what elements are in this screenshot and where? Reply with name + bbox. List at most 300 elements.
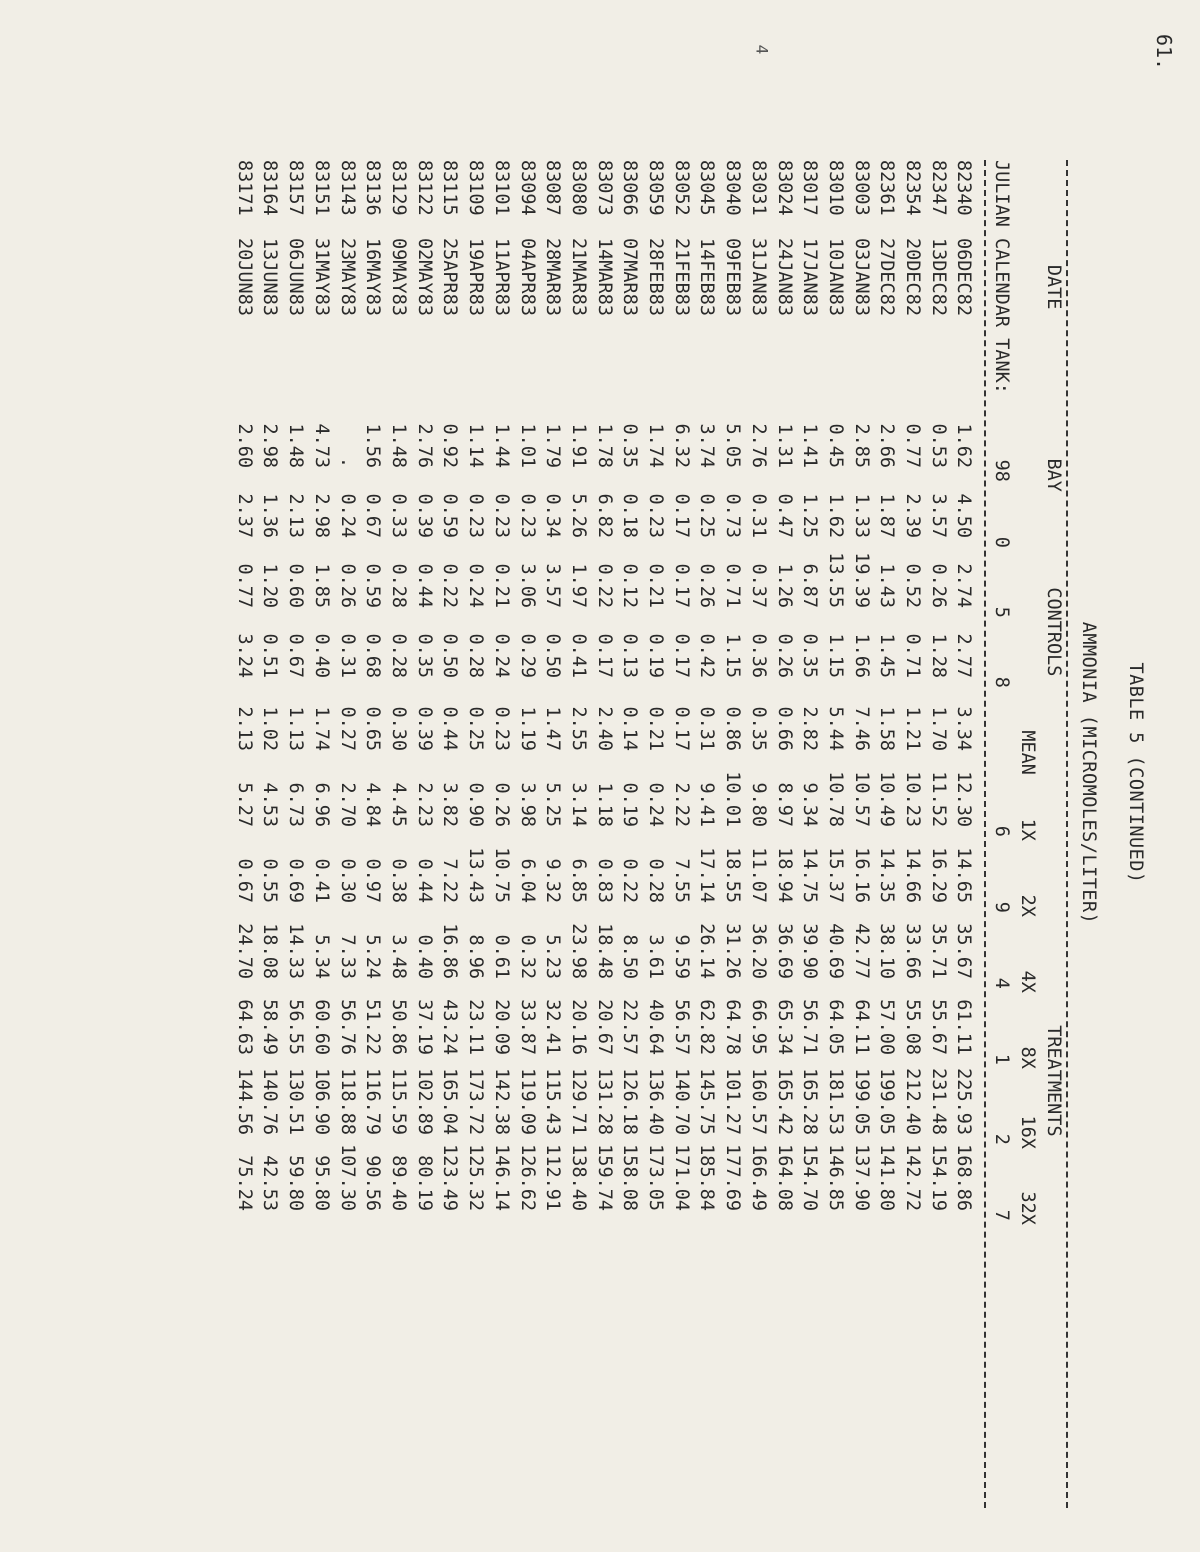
- cell-control-5: 0.12: [619, 563, 641, 608]
- table-row: [334, 160, 360, 1211]
- cell-8x: 56.71: [799, 999, 821, 1055]
- cell-mean: 1.13: [285, 706, 307, 751]
- table-row: [745, 160, 771, 1211]
- cell-32x: 126.62: [516, 1144, 538, 1211]
- table-row: [771, 160, 797, 1211]
- cell-4x: 18.48: [593, 923, 615, 979]
- header-2x: 2X: [1016, 894, 1038, 917]
- cell-mean: 1.58: [876, 706, 898, 751]
- cell-bay: 1.56: [362, 423, 384, 468]
- cell-date: 06JUN83: [285, 238, 307, 316]
- cell-1x: 5.25: [542, 782, 564, 827]
- cell-8x: 20.09: [490, 999, 512, 1055]
- cell-16x: 140.70: [670, 1068, 692, 1135]
- cell-control-0: 0.17: [670, 493, 692, 538]
- cell-date: 07MAR83: [619, 238, 641, 316]
- cell-control-0: 0.25: [696, 493, 718, 538]
- table-row: [874, 160, 900, 1211]
- table-row: [257, 160, 283, 1211]
- cell-4x: 5.34: [310, 934, 332, 979]
- table-row: [899, 160, 925, 1211]
- cell-8x: 66.95: [747, 999, 769, 1055]
- table-row: [385, 160, 411, 1211]
- cell-mean: 1.21: [902, 706, 924, 751]
- cell-julian: 83052: [670, 160, 692, 216]
- cell-control-5: 19.39: [850, 552, 872, 608]
- cell-2x: 16.29: [927, 847, 949, 903]
- cell-julian: 83066: [619, 160, 641, 216]
- cell-32x: 89.40: [388, 1155, 410, 1211]
- cell-control-8: 0.68: [362, 633, 384, 678]
- cell-32x: 125.32: [465, 1144, 487, 1211]
- cell-16x: 101.27: [722, 1068, 744, 1135]
- cell-32x: 137.90: [850, 1144, 872, 1211]
- cell-mean: 1.19: [516, 706, 538, 751]
- cell-mean: 0.44: [439, 706, 461, 751]
- cell-8x: 33.87: [516, 999, 538, 1055]
- cell-32x: 177.69: [722, 1144, 744, 1211]
- cell-control-0: 2.37: [233, 493, 255, 538]
- table-row: [694, 160, 720, 1211]
- cell-date: 28MAR83: [542, 238, 564, 316]
- cell-1x: 9.41: [696, 782, 718, 827]
- cell-mean: 0.23: [490, 706, 512, 751]
- cell-bay: 0.53: [927, 423, 949, 468]
- cell-control-0: 0.33: [388, 493, 410, 538]
- cell-control-8: 0.17: [670, 633, 692, 678]
- cell-control-8: 0.35: [413, 633, 435, 678]
- cell-1x: 4.45: [388, 782, 410, 827]
- cell-date: 25APR83: [439, 238, 461, 316]
- cell-4x: 3.48: [388, 934, 410, 979]
- cell-32x: 42.53: [259, 1155, 281, 1211]
- cell-date: 17JAN83: [799, 238, 821, 316]
- cell-control-8: 0.35: [799, 633, 821, 678]
- cell-32x: 146.85: [824, 1144, 846, 1211]
- tank-16x: 2: [991, 1133, 1013, 1145]
- cell-date: 09FEB83: [722, 238, 744, 316]
- cell-16x: 130.51: [285, 1068, 307, 1135]
- cell-4x: 33.66: [902, 923, 924, 979]
- cell-bay: 2.85: [850, 423, 872, 468]
- cell-32x: 154.70: [799, 1144, 821, 1211]
- table-row: [462, 160, 488, 1211]
- cell-2x: 0.28: [645, 858, 667, 903]
- cell-control-8: 2.77: [953, 633, 975, 678]
- cell-control-0: 0.47: [773, 493, 795, 538]
- cell-julian: 83017: [799, 160, 821, 216]
- cell-4x: 18.08: [259, 923, 281, 979]
- cell-control-8: 0.50: [542, 633, 564, 678]
- cell-bay: 4.73: [310, 423, 332, 468]
- cell-16x: 142.38: [490, 1068, 512, 1135]
- cell-mean: 0.17: [670, 706, 692, 751]
- cell-control-8: 1.66: [850, 633, 872, 678]
- cell-8x: 20.16: [567, 999, 589, 1055]
- cell-control-5: 1.85: [310, 563, 332, 608]
- cell-2x: 16.16: [850, 847, 872, 903]
- cell-32x: 112.91: [542, 1144, 564, 1211]
- cell-32x: 141.80: [876, 1144, 898, 1211]
- cell-bay: 1.62: [953, 423, 975, 468]
- cell-32x: 146.14: [490, 1144, 512, 1211]
- header-1x: 1X: [1016, 818, 1038, 841]
- cell-date: 21MAR83: [567, 238, 589, 316]
- cell-control-8: 0.26: [773, 633, 795, 678]
- table-subtitle: AMMONIA (MICROMOLES/LITER): [1078, 621, 1100, 925]
- cell-4x: 31.26: [722, 923, 744, 979]
- cell-control-8: 1.28: [927, 633, 949, 678]
- cell-8x: 64.05: [824, 999, 846, 1055]
- cell-control-0: 0.23: [645, 493, 667, 538]
- cell-control-0: 0.34: [542, 493, 564, 538]
- cell-16x: 106.90: [310, 1068, 332, 1135]
- cell-16x: 126.18: [619, 1068, 641, 1135]
- cell-2x: 7.55: [670, 858, 692, 903]
- cell-bay: 1.31: [773, 423, 795, 468]
- top-rule: [1066, 160, 1068, 1508]
- cell-julian: 83151: [310, 160, 332, 216]
- cell-16x: 199.05: [876, 1068, 898, 1135]
- cell-control-5: 0.22: [439, 563, 461, 608]
- cell-8x: 55.08: [902, 999, 924, 1055]
- cell-control-5: 0.21: [490, 563, 512, 608]
- header-row-3: [988, 160, 1014, 1235]
- cell-4x: 0.32: [516, 934, 538, 979]
- cell-julian: 82361: [876, 160, 898, 216]
- header-row-1: [1040, 160, 1066, 1235]
- cell-16x: 129.71: [567, 1068, 589, 1135]
- cell-control-5: 13.55: [824, 552, 846, 608]
- cell-4x: 16.86: [439, 923, 461, 979]
- cell-control-5: 3.06: [516, 563, 538, 608]
- cell-2x: 6.85: [567, 858, 589, 903]
- cell-control-8: 3.24: [233, 633, 255, 678]
- cell-2x: 0.41: [310, 858, 332, 903]
- cell-bay: 0.45: [824, 423, 846, 468]
- cell-32x: 166.49: [747, 1144, 769, 1211]
- cell-control-0: 1.62: [824, 493, 846, 538]
- table-title: TABLE 5 (CONTINUED): [1125, 662, 1146, 884]
- cell-1x: 10.23: [902, 771, 924, 827]
- table-row: [411, 160, 437, 1211]
- cell-2x: 18.55: [722, 847, 744, 903]
- cell-8x: 20.67: [593, 999, 615, 1055]
- cell-4x: 24.70: [233, 923, 255, 979]
- table-row: [797, 160, 823, 1211]
- cell-16x: 115.59: [388, 1068, 410, 1135]
- header-8x: 8X: [1016, 1046, 1038, 1069]
- table-row: [951, 160, 977, 1211]
- cell-32x: 59.80: [285, 1155, 307, 1211]
- cell-date: 31JAN83: [747, 238, 769, 316]
- cell-control-8: 0.19: [645, 633, 667, 678]
- cell-1x: 2.70: [336, 782, 358, 827]
- tank-4x: 4: [991, 977, 1013, 989]
- cell-8x: 37.19: [413, 999, 435, 1055]
- tank-bay: 98: [991, 459, 1013, 482]
- cell-control-5: 0.44: [413, 563, 435, 608]
- cell-bay: 1.91: [567, 423, 589, 468]
- cell-32x: 123.49: [439, 1144, 461, 1211]
- cell-1x: 2.23: [413, 782, 435, 827]
- cell-8x: 22.57: [619, 999, 641, 1055]
- cell-2x: 0.83: [593, 858, 615, 903]
- cell-date: 03JAN83: [850, 238, 872, 316]
- cell-julian: 82347: [927, 160, 949, 216]
- cell-1x: 4.84: [362, 782, 384, 827]
- cell-control-0: 0.31: [747, 493, 769, 538]
- cell-8x: 43.24: [439, 999, 461, 1055]
- header-treatments: TREATMENTS: [1042, 1025, 1064, 1137]
- cell-bay: 2.66: [876, 423, 898, 468]
- cell-date: 06DEC82: [953, 238, 975, 316]
- header-julian-calendar-tank: JULIAN CALENDAR TANK:: [991, 160, 1013, 394]
- cell-mean: 7.46: [850, 706, 872, 751]
- cell-1x: 3.98: [516, 782, 538, 827]
- cell-1x: 3.14: [567, 782, 589, 827]
- cell-control-0: 0.59: [439, 493, 461, 538]
- cell-julian: 83031: [747, 160, 769, 216]
- cell-1x: 10.57: [850, 771, 872, 827]
- cell-control-0: 3.57: [927, 493, 949, 538]
- table-row: [617, 160, 643, 1211]
- header-bay: BAY: [1042, 458, 1064, 492]
- cell-8x: 57.00: [876, 999, 898, 1055]
- cell-2x: 0.30: [336, 858, 358, 903]
- cell-control-8: 0.13: [619, 633, 641, 678]
- cell-4x: 36.20: [747, 923, 769, 979]
- ammonia-table: [988, 160, 1065, 1235]
- cell-16x: 144.56: [233, 1068, 255, 1135]
- cell-4x: 35.71: [927, 923, 949, 979]
- cell-mean: 0.25: [465, 706, 487, 751]
- cell-control-0: 0.23: [490, 493, 512, 538]
- header-row-2: [1014, 160, 1040, 1235]
- cell-1x: 12.30: [953, 771, 975, 827]
- cell-4x: 3.61: [645, 934, 667, 979]
- cell-control-0: 5.26: [567, 493, 589, 538]
- cell-2x: 14.65: [953, 847, 975, 903]
- cell-control-5: 0.59: [362, 563, 384, 608]
- cell-control-8: 0.36: [747, 633, 769, 678]
- cell-julian: 83115: [439, 160, 461, 216]
- table-row: [719, 160, 745, 1211]
- cell-4x: 35.67: [953, 923, 975, 979]
- cell-julian: 83003: [850, 160, 872, 216]
- cell-8x: 56.76: [336, 999, 358, 1055]
- cell-4x: 36.69: [773, 923, 795, 979]
- cell-control-8: 0.28: [465, 633, 487, 678]
- table-row: [514, 160, 540, 1211]
- cell-control-8: 0.29: [516, 633, 538, 678]
- cell-mean: 1.02: [259, 706, 281, 751]
- cell-4x: 0.61: [490, 934, 512, 979]
- cell-4x: 38.10: [876, 923, 898, 979]
- cell-control-0: 1.87: [876, 493, 898, 538]
- cell-date: 20JUN83: [233, 238, 255, 316]
- cell-date: 14FEB83: [696, 238, 718, 316]
- cell-date: 27DEC82: [876, 238, 898, 316]
- cell-1x: 0.90: [465, 782, 487, 827]
- cell-2x: 11.07: [747, 847, 769, 903]
- cell-control-8: 0.40: [310, 633, 332, 678]
- cell-16x: 160.57: [747, 1068, 769, 1135]
- cell-control-5: 0.60: [285, 563, 307, 608]
- cell-control-5: 0.77: [233, 563, 255, 608]
- cell-4x: 39.90: [799, 923, 821, 979]
- cell-control-5: 0.26: [927, 563, 949, 608]
- cell-julian: 83136: [362, 160, 384, 216]
- tank-8x: 1: [991, 1053, 1013, 1065]
- cell-control-5: 6.87: [799, 563, 821, 608]
- cell-date: 28FEB83: [645, 238, 667, 316]
- cell-8x: 64.63: [233, 999, 255, 1055]
- cell-bay: .: [336, 456, 358, 468]
- cell-1x: 9.80: [747, 782, 769, 827]
- cell-32x: 142.72: [902, 1144, 924, 1211]
- cell-control-8: 0.41: [567, 633, 589, 678]
- cell-control-8: 1.15: [722, 633, 744, 678]
- cell-control-0: 0.67: [362, 493, 384, 538]
- cell-bay: 1.41: [799, 423, 821, 468]
- cell-mean: 1.74: [310, 706, 332, 751]
- cell-mean: 2.40: [593, 706, 615, 751]
- cell-control-5: 0.21: [645, 563, 667, 608]
- cell-bay: 1.14: [465, 423, 487, 468]
- cell-2x: 14.75: [799, 847, 821, 903]
- cell-mean: 5.44: [824, 706, 846, 751]
- cell-4x: 5.24: [362, 934, 384, 979]
- stray-mark: 4: [752, 44, 772, 55]
- cell-2x: 17.14: [696, 847, 718, 903]
- cell-julian: 83171: [233, 160, 255, 216]
- cell-2x: 0.69: [285, 858, 307, 903]
- cell-date: 09MAY83: [388, 238, 410, 316]
- cell-control-8: 0.31: [336, 633, 358, 678]
- cell-control-8: 0.24: [490, 633, 512, 678]
- header-date: DATE: [1042, 264, 1064, 310]
- cell-2x: 14.66: [902, 847, 924, 903]
- cell-8x: 62.82: [696, 999, 718, 1055]
- cell-control-0: 2.13: [285, 493, 307, 538]
- cell-date: 21FEB83: [670, 238, 692, 316]
- cell-1x: 3.82: [439, 782, 461, 827]
- cell-mean: 1.70: [927, 706, 949, 751]
- cell-date: 31MAY83: [310, 238, 332, 316]
- cell-16x: 173.72: [465, 1068, 487, 1135]
- cell-control-5: 1.97: [567, 563, 589, 608]
- cell-2x: 0.67: [233, 858, 255, 903]
- table-row: [925, 160, 951, 1211]
- cell-bay: 0.77: [902, 423, 924, 468]
- cell-8x: 65.34: [773, 999, 795, 1055]
- cell-mean: 0.39: [413, 706, 435, 751]
- cell-date: 24JAN83: [773, 238, 795, 316]
- cell-mean: 0.30: [388, 706, 410, 751]
- cell-julian: 82354: [902, 160, 924, 216]
- cell-1x: 6.73: [285, 782, 307, 827]
- cell-julian: 83059: [645, 160, 667, 216]
- cell-bay: 2.60: [233, 423, 255, 468]
- cell-32x: 185.84: [696, 1144, 718, 1211]
- cell-16x: 165.28: [799, 1068, 821, 1135]
- cell-mean: 0.21: [645, 706, 667, 751]
- cell-control-0: 0.18: [619, 493, 641, 538]
- cell-8x: 55.67: [927, 999, 949, 1055]
- cell-control-5: 0.52: [902, 563, 924, 608]
- cell-4x: 7.33: [336, 934, 358, 979]
- cell-control-0: 6.82: [593, 493, 615, 538]
- cell-bay: 1.79: [542, 423, 564, 468]
- cell-julian: 83109: [465, 160, 487, 216]
- tank-control-0: 0: [991, 536, 1013, 548]
- cell-16x: 136.40: [645, 1068, 667, 1135]
- cell-32x: 95.80: [310, 1155, 332, 1211]
- table-row: [283, 160, 309, 1211]
- cell-date: 13JUN83: [259, 238, 281, 316]
- table-row: [488, 160, 514, 1211]
- table-row: [437, 160, 463, 1211]
- cell-mean: 2.55: [567, 706, 589, 751]
- cell-4x: 9.59: [670, 934, 692, 979]
- header-rule: [984, 160, 986, 1508]
- cell-bay: 0.92: [439, 423, 461, 468]
- cell-control-5: 0.26: [336, 563, 358, 608]
- cell-julian: 83010: [824, 160, 846, 216]
- cell-2x: 0.38: [388, 858, 410, 903]
- table-row: [565, 160, 591, 1211]
- cell-16x: 115.43: [542, 1068, 564, 1135]
- cell-2x: 0.97: [362, 858, 384, 903]
- cell-16x: 231.48: [927, 1068, 949, 1135]
- cell-bay: 1.74: [645, 423, 667, 468]
- cell-4x: 40.69: [824, 923, 846, 979]
- cell-4x: 42.77: [850, 923, 872, 979]
- cell-control-5: 0.71: [722, 563, 744, 608]
- table-row: [848, 160, 874, 1211]
- cell-1x: 10.49: [876, 771, 898, 827]
- cell-julian: 83094: [516, 160, 538, 216]
- cell-mean: 0.27: [336, 706, 358, 751]
- cell-2x: 0.55: [259, 858, 281, 903]
- cell-16x: 212.40: [902, 1068, 924, 1135]
- cell-bay: 1.01: [516, 423, 538, 468]
- cell-2x: 0.22: [619, 858, 641, 903]
- cell-julian: 83045: [696, 160, 718, 216]
- cell-bay: 1.48: [388, 423, 410, 468]
- ammonia-data-table: [231, 160, 976, 1211]
- tank-2x: 9: [991, 901, 1013, 913]
- table-row: [308, 160, 334, 1211]
- cell-1x: 8.97: [773, 782, 795, 827]
- cell-8x: 56.55: [285, 999, 307, 1055]
- cell-control-5: 1.20: [259, 563, 281, 608]
- cell-16x: 199.05: [850, 1068, 872, 1135]
- cell-2x: 13.43: [465, 847, 487, 903]
- header-16x: 16X: [1016, 1115, 1038, 1149]
- cell-date: 02MAY83: [413, 238, 435, 316]
- tank-control-8: 8: [991, 676, 1013, 688]
- cell-mean: 0.35: [747, 706, 769, 751]
- cell-bay: 2.98: [259, 423, 281, 468]
- cell-control-5: 0.28: [388, 563, 410, 608]
- cell-mean: 1.47: [542, 706, 564, 751]
- cell-control-0: 0.39: [413, 493, 435, 538]
- table-row: [822, 160, 848, 1211]
- cell-16x: 118.88: [336, 1068, 358, 1135]
- cell-date: 20DEC82: [902, 238, 924, 316]
